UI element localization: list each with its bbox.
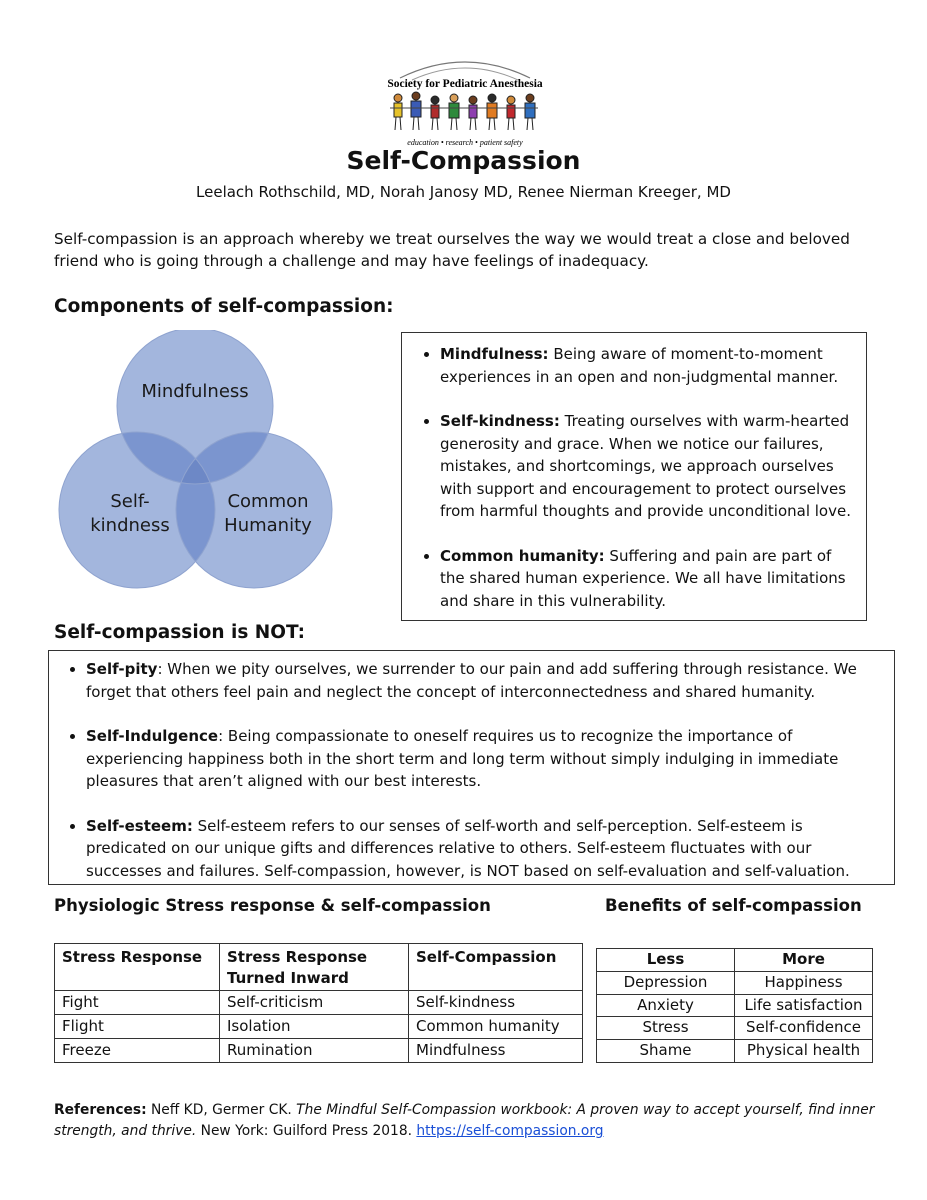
table-cell: Happiness <box>735 971 873 994</box>
venn-label-self-kindness <box>80 490 180 538</box>
table-cell: Depression <box>597 971 735 994</box>
venn-label-self-kindness-line1: Self- <box>110 491 150 512</box>
component-item-self-kindness <box>440 410 854 523</box>
table-header-cell: Stress Response <box>55 944 220 991</box>
table-row <box>597 971 873 994</box>
table-header-cell: Self-Compassion <box>409 944 583 991</box>
benefits-heading: Benefits of self-compassion <box>605 896 862 915</box>
page-title: Self-Compassion <box>346 146 581 175</box>
not-text: : Being compassionate to oneself requires us to recognize the importance of experiencing happiness both in the short term and long term without simply indulging in immediate pleasures that aren’t aligned with our best interests. <box>86 727 839 790</box>
component-text: Being aware of moment-to-moment experiences in an open and non-judgmental manner. <box>440 345 839 386</box>
table-cell: Common humanity <box>409 1015 583 1039</box>
authors: Leelach Rothschild, MD, Norah Janosy MD, Renee Nierman Kreeger, MD <box>196 183 731 201</box>
component-text: Treating ourselves with warm-hearted generosity and grace. When we notice our failures, mistakes, and shortcomings, we approach ourselves with support and encouragement to protect ourselves from harmful thoughts and provide unconditional love. <box>440 412 851 520</box>
logo-org-name: Society for Pediatric Anesthesia <box>387 78 543 90</box>
component-term: Common humanity: <box>440 546 605 565</box>
table-cell: Flight <box>55 1015 220 1039</box>
not-item-self-pity <box>86 658 882 703</box>
component-term: Self-kindness: <box>440 412 560 430</box>
table-cell: Self-kindness <box>409 991 583 1015</box>
table-header-cell: Less <box>597 949 735 972</box>
table-header-cell: Stress Response Turned Inward <box>220 944 409 991</box>
table-cell: Mindfulness <box>409 1039 583 1063</box>
not-text: Self-esteem refers to our senses of self-worth and self-perception. Self-esteem is predicated on our unique gifts and differences relative to others. Self-esteem fluctuates with our successes and failures. Self-compassion, however, is NOT based on self-evaluation and self-valuation. <box>86 816 850 880</box>
table-row <box>55 1015 583 1039</box>
venn-label-common-humanity-line1: Common <box>227 491 309 512</box>
references-book-title: The Mindful Self-Compassion workbook: A proven way to accept yourself, find inner strength, and thrive. <box>54 1102 875 1139</box>
table-row <box>55 991 583 1015</box>
venn-label-common-humanity <box>213 490 323 538</box>
component-text: Suffering and pain are part of the shared human experience. We all have limitations and share in this vulnerability. <box>440 546 846 610</box>
venn-diagram <box>58 330 338 592</box>
table-cell: Physical health <box>735 1040 873 1063</box>
table-header-row <box>55 944 583 991</box>
table-cell: Life satisfaction <box>735 994 873 1017</box>
not-item-self-esteem <box>86 815 882 883</box>
not-heading: Self-compassion is NOT: <box>54 622 305 643</box>
references-link[interactable]: https://self-compassion.org <box>416 1123 604 1139</box>
not-term: Self-pity <box>86 660 158 678</box>
component-item-common-humanity <box>440 545 854 613</box>
not-term: Self-Indulgence <box>86 727 219 745</box>
table-cell: Rumination <box>220 1039 409 1063</box>
stress-heading: Physiologic Stress response & self-compassion <box>54 896 491 915</box>
references <box>54 1100 894 1142</box>
not-item-self-indulgence <box>86 725 882 793</box>
table-cell: Self-confidence <box>735 1017 873 1040</box>
not-term: Self-esteem: <box>86 816 193 835</box>
table-header-row <box>597 949 873 972</box>
component-item-mindfulness <box>440 343 854 388</box>
references-label: References: <box>54 1102 147 1118</box>
not-definitions-box <box>48 650 895 885</box>
logo-tagline: education • research • patient safety <box>407 138 523 147</box>
table-cell: Shame <box>597 1040 735 1063</box>
table-cell: Freeze <box>55 1039 220 1063</box>
table-header-cell: More <box>735 949 873 972</box>
references-authors: Neff KD, Germer CK. <box>146 1102 297 1118</box>
intro-paragraph: Self-compassion is an approach whereby we treat ourselves the way we would treat a close and beloved friend who is going through a challenge and may have feelings of inadequacy. <box>54 230 850 270</box>
not-text: : When we pity ourselves, we surrender to our pain and add suffering through resistance. We forget that others feel pain and neglect the concept of interconnectedness and shared humanity. <box>86 660 857 701</box>
component-term: Mindfulness: <box>440 345 549 363</box>
components-heading: Components of self-compassion: <box>54 296 394 317</box>
table-cell: Isolation <box>220 1015 409 1039</box>
society-logo <box>360 58 570 150</box>
table-row <box>597 994 873 1017</box>
components-definitions-box <box>401 332 867 621</box>
table-cell: Anxiety <box>597 994 735 1017</box>
table-row <box>597 1040 873 1063</box>
table-row <box>55 1039 583 1063</box>
venn-label-mindfulness: Mindfulness <box>141 381 249 402</box>
table-cell: Self-criticism <box>220 991 409 1015</box>
table-row <box>597 1017 873 1040</box>
venn-svg <box>58 330 338 592</box>
stress-table <box>54 943 583 1063</box>
table-cell: Fight <box>55 991 220 1015</box>
references-publisher: New York: Guilford Press 2018. <box>196 1123 417 1139</box>
venn-label-self-kindness-line2: kindness <box>90 515 170 536</box>
logo-figures-icon <box>360 58 570 150</box>
venn-label-common-humanity-line2: Humanity <box>224 515 312 536</box>
table-cell: Stress <box>597 1017 735 1040</box>
benefits-table <box>596 948 873 1063</box>
